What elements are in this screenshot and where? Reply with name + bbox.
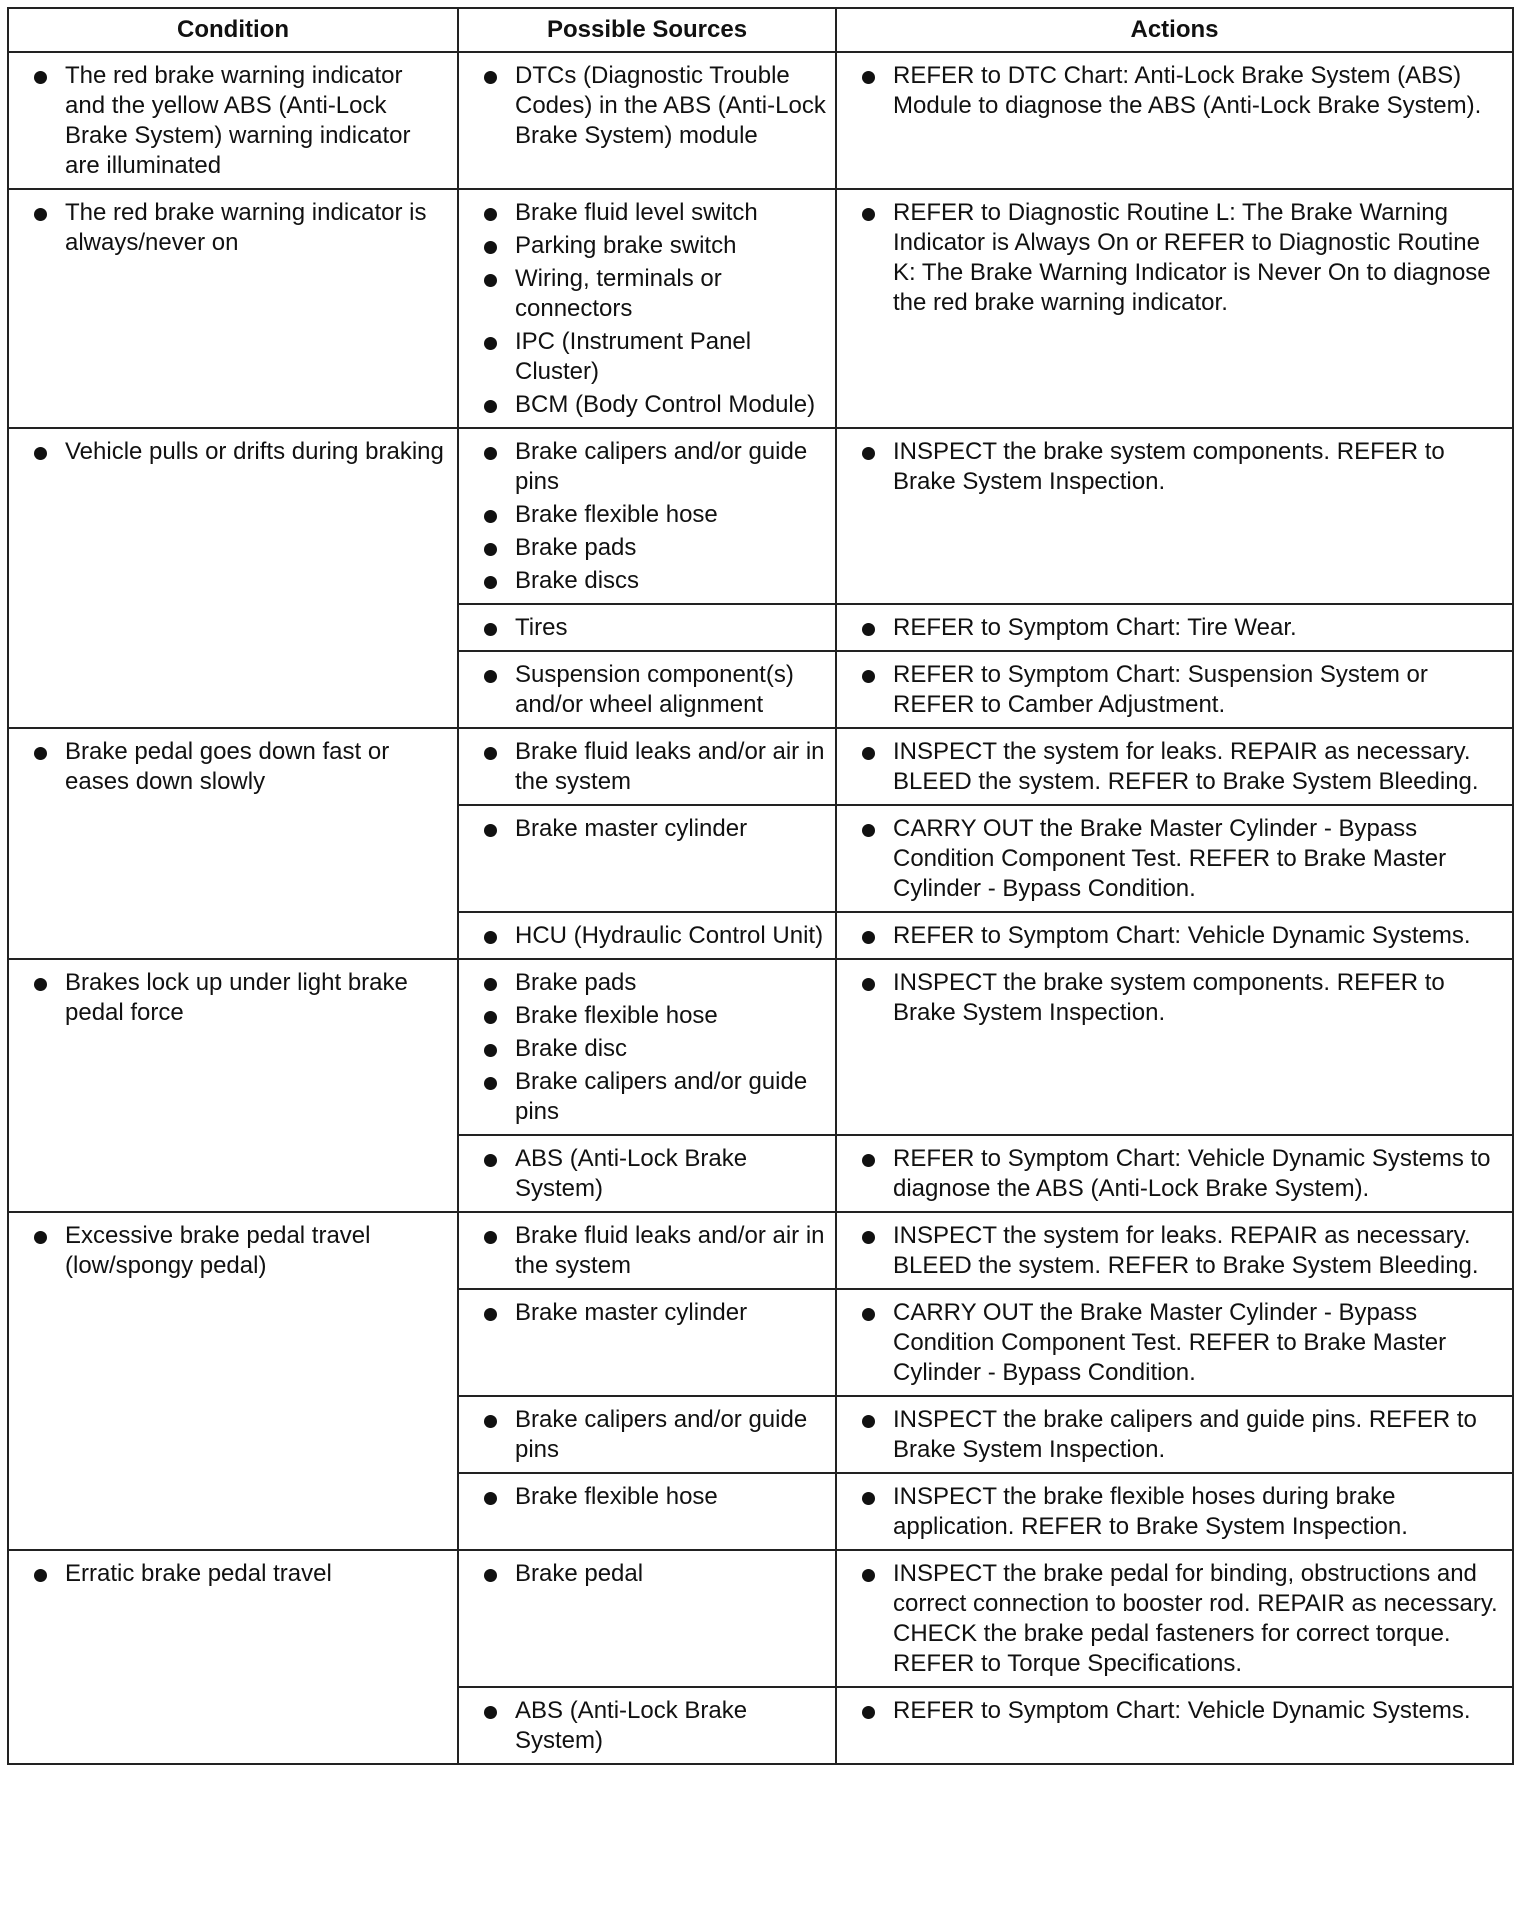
bullet-text: HCU (Hydraulic Control Unit) — [515, 922, 824, 949]
bullet-text: REFER to Symptom Chart: Tire Wear. — [893, 614, 1297, 641]
document-page — [7, 7, 1512, 1765]
bullet-item — [459, 1034, 827, 1064]
bullet-text: Parking brake switch — [515, 232, 737, 259]
actions-list — [837, 61, 1504, 121]
bullet-item — [837, 660, 1504, 720]
bullet-icon — [484, 543, 497, 556]
sources-list — [459, 1298, 827, 1328]
actions-list — [837, 660, 1504, 720]
sources-list — [459, 1144, 827, 1204]
bullet-item — [459, 264, 827, 324]
bullet-icon — [34, 208, 47, 221]
actions-cell — [836, 1473, 1513, 1550]
actions-cell — [836, 428, 1513, 604]
condition-list — [9, 737, 449, 797]
bullet-text: Brake flexible hose — [515, 501, 718, 528]
sources-list — [459, 921, 827, 951]
bullet-item — [837, 737, 1504, 797]
bullet-icon — [484, 623, 497, 636]
bullet-icon — [484, 1706, 497, 1719]
bullet-item — [459, 1298, 827, 1328]
sources-list — [459, 613, 827, 643]
bullet-icon — [484, 1231, 497, 1244]
bullet-icon — [484, 1415, 497, 1428]
sources-cell — [458, 428, 836, 604]
bullet-text: INSPECT the system for leaks. REPAIR as necessary. BLEED the system. REFER to Brake System Bleeding. — [893, 1222, 1479, 1279]
bullet-text: INSPECT the brake system components. REFER to Brake System Inspection. — [893, 969, 1445, 1026]
sources-cell — [458, 912, 836, 959]
bullet-text: The red brake warning indicator and the yellow ABS (Anti-Lock Brake System) warning indicator are illuminated — [65, 62, 411, 179]
bullet-text: Suspension component(s) and/or wheel alignment — [515, 661, 794, 718]
bullet-text: ABS (Anti-Lock Brake System) — [515, 1145, 748, 1202]
bullet-item — [837, 921, 1504, 951]
bullet-icon — [484, 1154, 497, 1167]
actions-cell — [836, 1396, 1513, 1473]
sources-cell — [458, 1212, 836, 1289]
actions-cell — [836, 1687, 1513, 1764]
bullet-item — [9, 737, 449, 797]
bullet-icon — [862, 1308, 875, 1321]
bullet-icon — [862, 1569, 875, 1582]
bullet-text: Brake calipers and/or guide pins — [515, 438, 808, 495]
bullet-icon — [34, 71, 47, 84]
bullet-icon — [484, 824, 497, 837]
table-row — [8, 1212, 1513, 1289]
sources-cell — [458, 1473, 836, 1550]
condition-list — [9, 61, 449, 181]
bullet-text: Brake master cylinder — [515, 815, 748, 842]
sources-cell — [458, 651, 836, 728]
bullet-text: INSPECT the brake system components. REFER to Brake System Inspection. — [893, 438, 1445, 495]
sources-list — [459, 1221, 827, 1281]
bullet-item — [837, 61, 1504, 121]
table-row — [8, 1550, 1513, 1687]
bullet-icon — [862, 824, 875, 837]
actions-list — [837, 613, 1504, 643]
sources-cell — [458, 728, 836, 805]
bullet-item — [837, 1559, 1504, 1679]
sources-cell — [458, 604, 836, 651]
bullet-text: Excessive brake pedal travel (low/spongy pedal) — [65, 1222, 371, 1279]
actions-list — [837, 737, 1504, 797]
bullet-item — [459, 1696, 827, 1756]
bullet-item — [9, 968, 449, 1028]
bullet-item — [837, 1482, 1504, 1542]
bullet-icon — [862, 670, 875, 683]
sources-cell — [458, 52, 836, 189]
bullet-item — [837, 1221, 1504, 1281]
bullet-item — [9, 61, 449, 181]
bullet-icon — [484, 931, 497, 944]
bullet-text: BCM (Body Control Module) — [515, 391, 816, 418]
bullet-icon — [862, 978, 875, 991]
bullet-text: Brake flexible hose — [515, 1002, 718, 1029]
table-row — [8, 52, 1513, 189]
bullet-item — [459, 390, 827, 420]
bullet-icon — [484, 1569, 497, 1582]
bullet-item — [9, 437, 449, 467]
bullet-text: REFER to Symptom Chart: Vehicle Dynamic Systems to diagnose the ABS (Anti-Lock Brake System). — [893, 1145, 1491, 1202]
bullet-item — [837, 968, 1504, 1028]
bullet-icon — [862, 71, 875, 84]
bullet-text: INSPECT the system for leaks. REPAIR as necessary. BLEED the system. REFER to Brake System Bleeding. — [893, 738, 1479, 795]
bullet-icon — [484, 670, 497, 683]
bullet-icon — [34, 747, 47, 760]
table-row — [8, 728, 1513, 805]
actions-cell — [836, 189, 1513, 428]
sources-list — [459, 1405, 827, 1465]
bullet-text: Brake fluid leaks and/or air in the system — [515, 1222, 825, 1279]
header-condition: Condition — [8, 8, 458, 52]
bullet-icon — [484, 400, 497, 413]
bullet-item — [9, 1559, 449, 1589]
bullet-icon — [484, 747, 497, 760]
bullet-text: REFER to Symptom Chart: Vehicle Dynamic Systems. — [893, 922, 1471, 949]
bullet-text: Brake pedal goes down fast or eases down slowly — [65, 738, 390, 795]
bullet-text: Brake master cylinder — [515, 1299, 748, 1326]
bullet-text: CARRY OUT the Brake Master Cylinder - Bypass Condition Component Test. REFER to Brake Master Cylinder - Bypass Condition. — [893, 815, 1447, 902]
bullet-text: Brake flexible hose — [515, 1483, 718, 1510]
table-body — [8, 52, 1513, 1764]
sources-cell — [458, 189, 836, 428]
bullet-item — [459, 566, 827, 596]
bullet-item — [459, 1221, 827, 1281]
bullet-item — [459, 1067, 827, 1127]
bullet-text: REFER to Symptom Chart: Suspension System or REFER to Camber Adjustment. — [893, 661, 1428, 718]
bullet-text: The red brake warning indicator is always/never on — [65, 199, 427, 256]
bullet-icon — [862, 1231, 875, 1244]
bullet-icon — [862, 931, 875, 944]
bullet-text: Brake fluid leaks and/or air in the system — [515, 738, 825, 795]
bullet-text: Vehicle pulls or drifts during braking — [65, 438, 444, 465]
bullet-item — [837, 1144, 1504, 1204]
bullet-text: INSPECT the brake pedal for binding, obstructions and correct connection to booster rod. REPAIR as necessary. CHECK the brake pedal fasteners for correct torque. REFER to Torque Specifications. — [893, 1560, 1498, 1677]
bullet-text: Brake calipers and/or guide pins — [515, 1068, 808, 1125]
table-row — [8, 189, 1513, 428]
bullet-item — [459, 968, 827, 998]
bullet-icon — [862, 208, 875, 221]
bullet-icon — [484, 1308, 497, 1321]
bullet-item — [837, 198, 1504, 318]
sources-list — [459, 660, 827, 720]
bullet-item — [459, 198, 827, 228]
actions-list — [837, 1482, 1504, 1542]
actions-list — [837, 1298, 1504, 1388]
actions-list — [837, 1221, 1504, 1281]
bullet-item — [9, 198, 449, 258]
condition-cell — [8, 728, 458, 959]
bullet-item — [837, 613, 1504, 643]
bullet-item — [459, 1559, 827, 1589]
actions-list — [837, 1405, 1504, 1465]
bullet-text: REFER to Diagnostic Routine L: The Brake Warning Indicator is Always On or REFER to Diagnostic Routine K: The Brake Warning Indicator is Never On to diagnose the red brake warning indicator. — [893, 199, 1491, 316]
bullet-text: Tires — [515, 614, 568, 641]
bullet-icon — [484, 71, 497, 84]
bullet-icon — [484, 208, 497, 221]
bullet-icon — [484, 978, 497, 991]
actions-cell — [836, 1550, 1513, 1687]
bullet-icon — [484, 1077, 497, 1090]
header-row — [8, 8, 1513, 52]
bullet-text: DTCs (Diagnostic Trouble Codes) in the ABS (Anti-Lock Brake System) module — [515, 62, 826, 149]
condition-list — [9, 968, 449, 1028]
sources-cell — [458, 1687, 836, 1764]
sources-cell — [458, 1550, 836, 1687]
bullet-icon — [34, 978, 47, 991]
actions-list — [837, 1696, 1504, 1726]
actions-list — [837, 814, 1504, 904]
sources-cell — [458, 805, 836, 912]
bullet-icon — [34, 1569, 47, 1582]
condition-list — [9, 198, 449, 258]
actions-cell — [836, 52, 1513, 189]
sources-cell — [458, 1289, 836, 1396]
sources-list — [459, 198, 827, 420]
bullet-item — [459, 814, 827, 844]
bullet-icon — [484, 274, 497, 287]
actions-cell — [836, 1289, 1513, 1396]
bullet-item — [459, 1144, 827, 1204]
bullet-icon — [34, 1231, 47, 1244]
sources-list — [459, 814, 827, 844]
condition-cell — [8, 959, 458, 1212]
bullet-item — [837, 437, 1504, 497]
bullet-item — [459, 613, 827, 643]
header-possible-sources: Possible Sources — [458, 8, 836, 52]
bullet-text: ABS (Anti-Lock Brake System) — [515, 1697, 748, 1754]
sources-cell — [458, 959, 836, 1135]
condition-cell — [8, 189, 458, 428]
bullet-icon — [862, 1706, 875, 1719]
table-row — [8, 428, 1513, 604]
bullet-item — [459, 1482, 827, 1512]
sources-list — [459, 1696, 827, 1756]
bullet-icon — [862, 1415, 875, 1428]
actions-cell — [836, 959, 1513, 1135]
condition-cell — [8, 52, 458, 189]
actions-list — [837, 1144, 1504, 1204]
bullet-icon — [862, 447, 875, 460]
sources-list — [459, 437, 827, 596]
actions-cell — [836, 604, 1513, 651]
condition-list — [9, 437, 449, 467]
bullet-icon — [484, 576, 497, 589]
sources-list — [459, 1559, 827, 1589]
bullet-text: Erratic brake pedal travel — [65, 1560, 332, 1587]
bullet-item — [459, 737, 827, 797]
sources-list — [459, 61, 827, 151]
bullet-item — [459, 500, 827, 530]
bullet-icon — [862, 1154, 875, 1167]
bullet-item — [459, 437, 827, 497]
actions-cell — [836, 651, 1513, 728]
bullet-item — [837, 814, 1504, 904]
actions-cell — [836, 805, 1513, 912]
actions-cell — [836, 1212, 1513, 1289]
sources-cell — [458, 1135, 836, 1212]
bullet-text: INSPECT the brake flexible hoses during brake application. REFER to Brake System Inspection. — [893, 1483, 1408, 1540]
sources-cell — [458, 1396, 836, 1473]
actions-list — [837, 1559, 1504, 1679]
bullet-icon — [484, 1492, 497, 1505]
bullet-text: Brake pads — [515, 534, 637, 561]
condition-cell — [8, 1550, 458, 1764]
bullet-item — [459, 231, 827, 261]
actions-cell — [836, 912, 1513, 959]
header-actions: Actions — [836, 8, 1513, 52]
bullet-item — [9, 1221, 449, 1281]
bullet-icon — [484, 337, 497, 350]
bullet-item — [459, 660, 827, 720]
bullet-text: REFER to DTC Chart: Anti-Lock Brake System (ABS) Module to diagnose the ABS (Anti-Lock Brake System). — [893, 62, 1482, 119]
bullet-item — [459, 327, 827, 387]
bullet-item — [837, 1405, 1504, 1465]
sources-list — [459, 737, 827, 797]
bullet-icon — [484, 1044, 497, 1057]
bullet-text: INSPECT the brake calipers and guide pins. REFER to Brake System Inspection. — [893, 1406, 1477, 1463]
bullet-text: Brake pedal — [515, 1560, 644, 1587]
actions-list — [837, 921, 1504, 951]
sources-list — [459, 1482, 827, 1512]
bullet-text: Wiring, terminals or connectors — [515, 265, 722, 322]
bullet-icon — [862, 747, 875, 760]
bullet-text: CARRY OUT the Brake Master Cylinder - Bypass Condition Component Test. REFER to Brake Master Cylinder - Bypass Condition. — [893, 1299, 1447, 1386]
bullet-icon — [484, 241, 497, 254]
condition-list — [9, 1221, 449, 1281]
bullet-icon — [484, 1011, 497, 1024]
bullet-text: Brakes lock up under light brake pedal force — [65, 969, 408, 1026]
condition-cell — [8, 1212, 458, 1550]
bullet-icon — [862, 623, 875, 636]
bullet-text: Brake pads — [515, 969, 637, 996]
bullet-icon — [484, 510, 497, 523]
bullet-text: Brake calipers and/or guide pins — [515, 1406, 808, 1463]
bullet-item — [459, 1001, 827, 1031]
actions-list — [837, 198, 1504, 318]
actions-cell — [836, 1135, 1513, 1212]
bullet-item — [837, 1298, 1504, 1388]
bullet-item — [459, 61, 827, 151]
bullet-text: Brake discs — [515, 567, 640, 594]
table-row — [8, 959, 1513, 1135]
bullet-icon — [34, 447, 47, 460]
symptom-chart-table — [7, 7, 1514, 1765]
actions-list — [837, 437, 1504, 497]
bullet-item — [459, 921, 827, 951]
bullet-text: Brake disc — [515, 1035, 628, 1062]
bullet-text: Brake fluid level switch — [515, 199, 758, 226]
bullet-text: IPC (Instrument Panel Cluster) — [515, 328, 752, 385]
sources-list — [459, 968, 827, 1127]
bullet-item — [459, 533, 827, 563]
condition-cell — [8, 428, 458, 728]
bullet-item — [837, 1696, 1504, 1726]
condition-list — [9, 1559, 449, 1589]
bullet-icon — [862, 1492, 875, 1505]
bullet-text: REFER to Symptom Chart: Vehicle Dynamic Systems. — [893, 1697, 1471, 1724]
actions-list — [837, 968, 1504, 1028]
bullet-item — [459, 1405, 827, 1465]
bullet-icon — [484, 447, 497, 460]
actions-cell — [836, 728, 1513, 805]
